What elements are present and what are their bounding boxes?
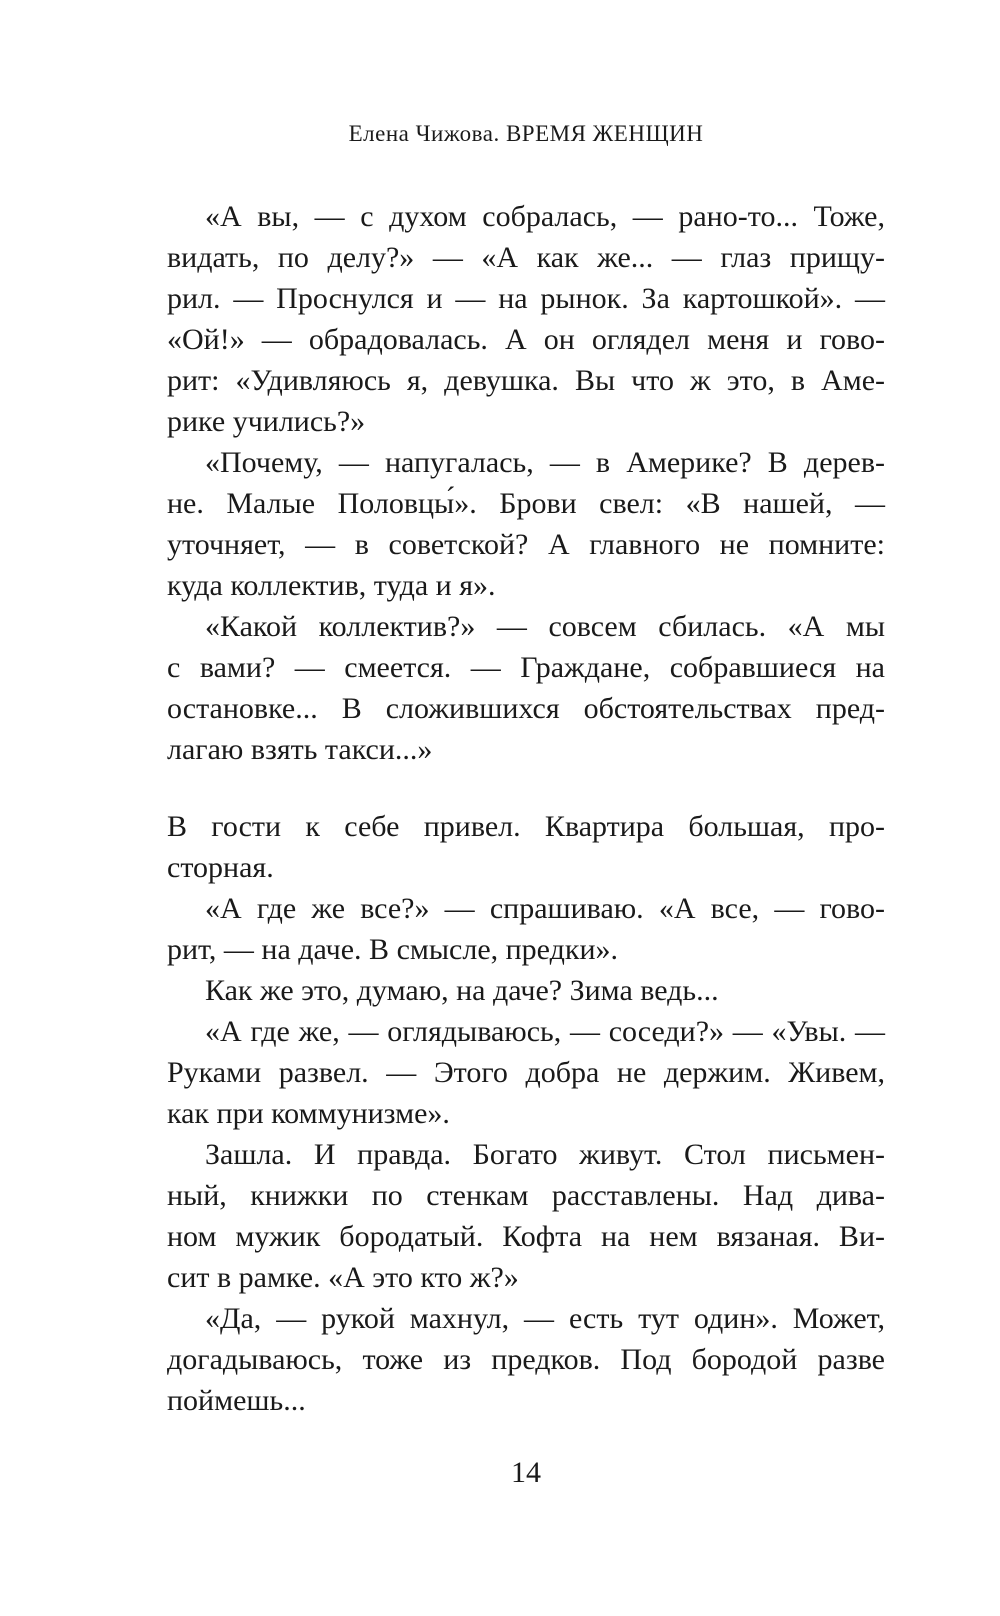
text-line: «А вы, — с духом собралась, — рано-то... Тоже, xyxy=(205,200,885,233)
text-line: рит, — на даче. В смысле, предки». xyxy=(167,933,618,966)
text-line: ный, книжки по стенкам расставлены. Над дива- xyxy=(167,1179,885,1212)
text-line: с вами? — смеется. — Граждане, собравшиеся на xyxy=(167,651,885,684)
text-line: догадываюсь, тоже из предков. Под бородой разве xyxy=(167,1343,885,1376)
text-line: видать, по делу?» — «А как же... — глаз прищу- xyxy=(167,241,885,274)
paragraph xyxy=(167,442,885,606)
text-line: уточняет, — в советской? А главного не помните: xyxy=(167,528,885,561)
text-line: «А где же, — оглядываюсь, — соседи?» — «Увы. — xyxy=(205,1015,885,1048)
paragraph xyxy=(167,1298,885,1421)
text-line: «Да, — рукой махнул, — есть тут один». Может, xyxy=(205,1302,885,1335)
text-line: как при коммунизме». xyxy=(167,1097,450,1130)
text-line: рит: «Удивляюсь я, девушка. Вы что ж это, в Аме- xyxy=(167,364,885,397)
page-number: 14 xyxy=(511,1456,541,1489)
text-line: поймешь... xyxy=(167,1384,306,1417)
text-line: не. Малые Половцы́». Брови свел: «В нашей, — xyxy=(167,487,885,520)
text-line: «Почему, — напугалась, — в Америке? В дерев- xyxy=(205,446,885,479)
text-line: ном мужик бородатый. Кофта на нем вязаная. Ви- xyxy=(167,1220,885,1253)
text-line: Как же это, думаю, на даче? Зима ведь... xyxy=(205,974,719,1007)
text-line: лагаю взять такси...» xyxy=(167,733,433,766)
paragraph xyxy=(167,806,885,888)
paragraph xyxy=(167,1011,885,1134)
text-line: рил. — Проснулся и — на рынок. За картошкой». — xyxy=(167,282,885,315)
text-line: «Ой!» — обрадовалась. А он оглядел меня и гово- xyxy=(167,323,885,356)
running-header: Елена Чижова. ВРЕМЯ ЖЕНЩИН xyxy=(348,121,704,146)
text-line: рике учились?» xyxy=(167,405,366,438)
paragraph xyxy=(167,606,885,770)
paragraph xyxy=(167,196,885,442)
text-line: В гости к себе привел. Квартира большая, про- xyxy=(167,810,885,843)
text-line: куда коллектив, туда и я». xyxy=(167,569,496,602)
text-line: «А где же все?» — спрашиваю. «А все, — гово- xyxy=(205,892,885,925)
paragraph xyxy=(167,888,885,970)
text-line: «Какой коллектив?» — совсем сбилась. «А мы xyxy=(205,610,885,643)
text-line: Руками развел. — Этого добра не держим. Живем, xyxy=(167,1056,885,1089)
text-line: Зашла. И правда. Богато живут. Стол письмен- xyxy=(205,1138,885,1171)
paragraph xyxy=(167,970,885,1011)
text-line: сторная. xyxy=(167,851,274,884)
text-line: сит в рамке. «А это кто ж?» xyxy=(167,1261,519,1294)
paragraph xyxy=(167,1134,885,1298)
body-text xyxy=(167,196,885,1421)
text-line: остановке... В сложившихся обстоятельствах пред- xyxy=(167,692,885,725)
